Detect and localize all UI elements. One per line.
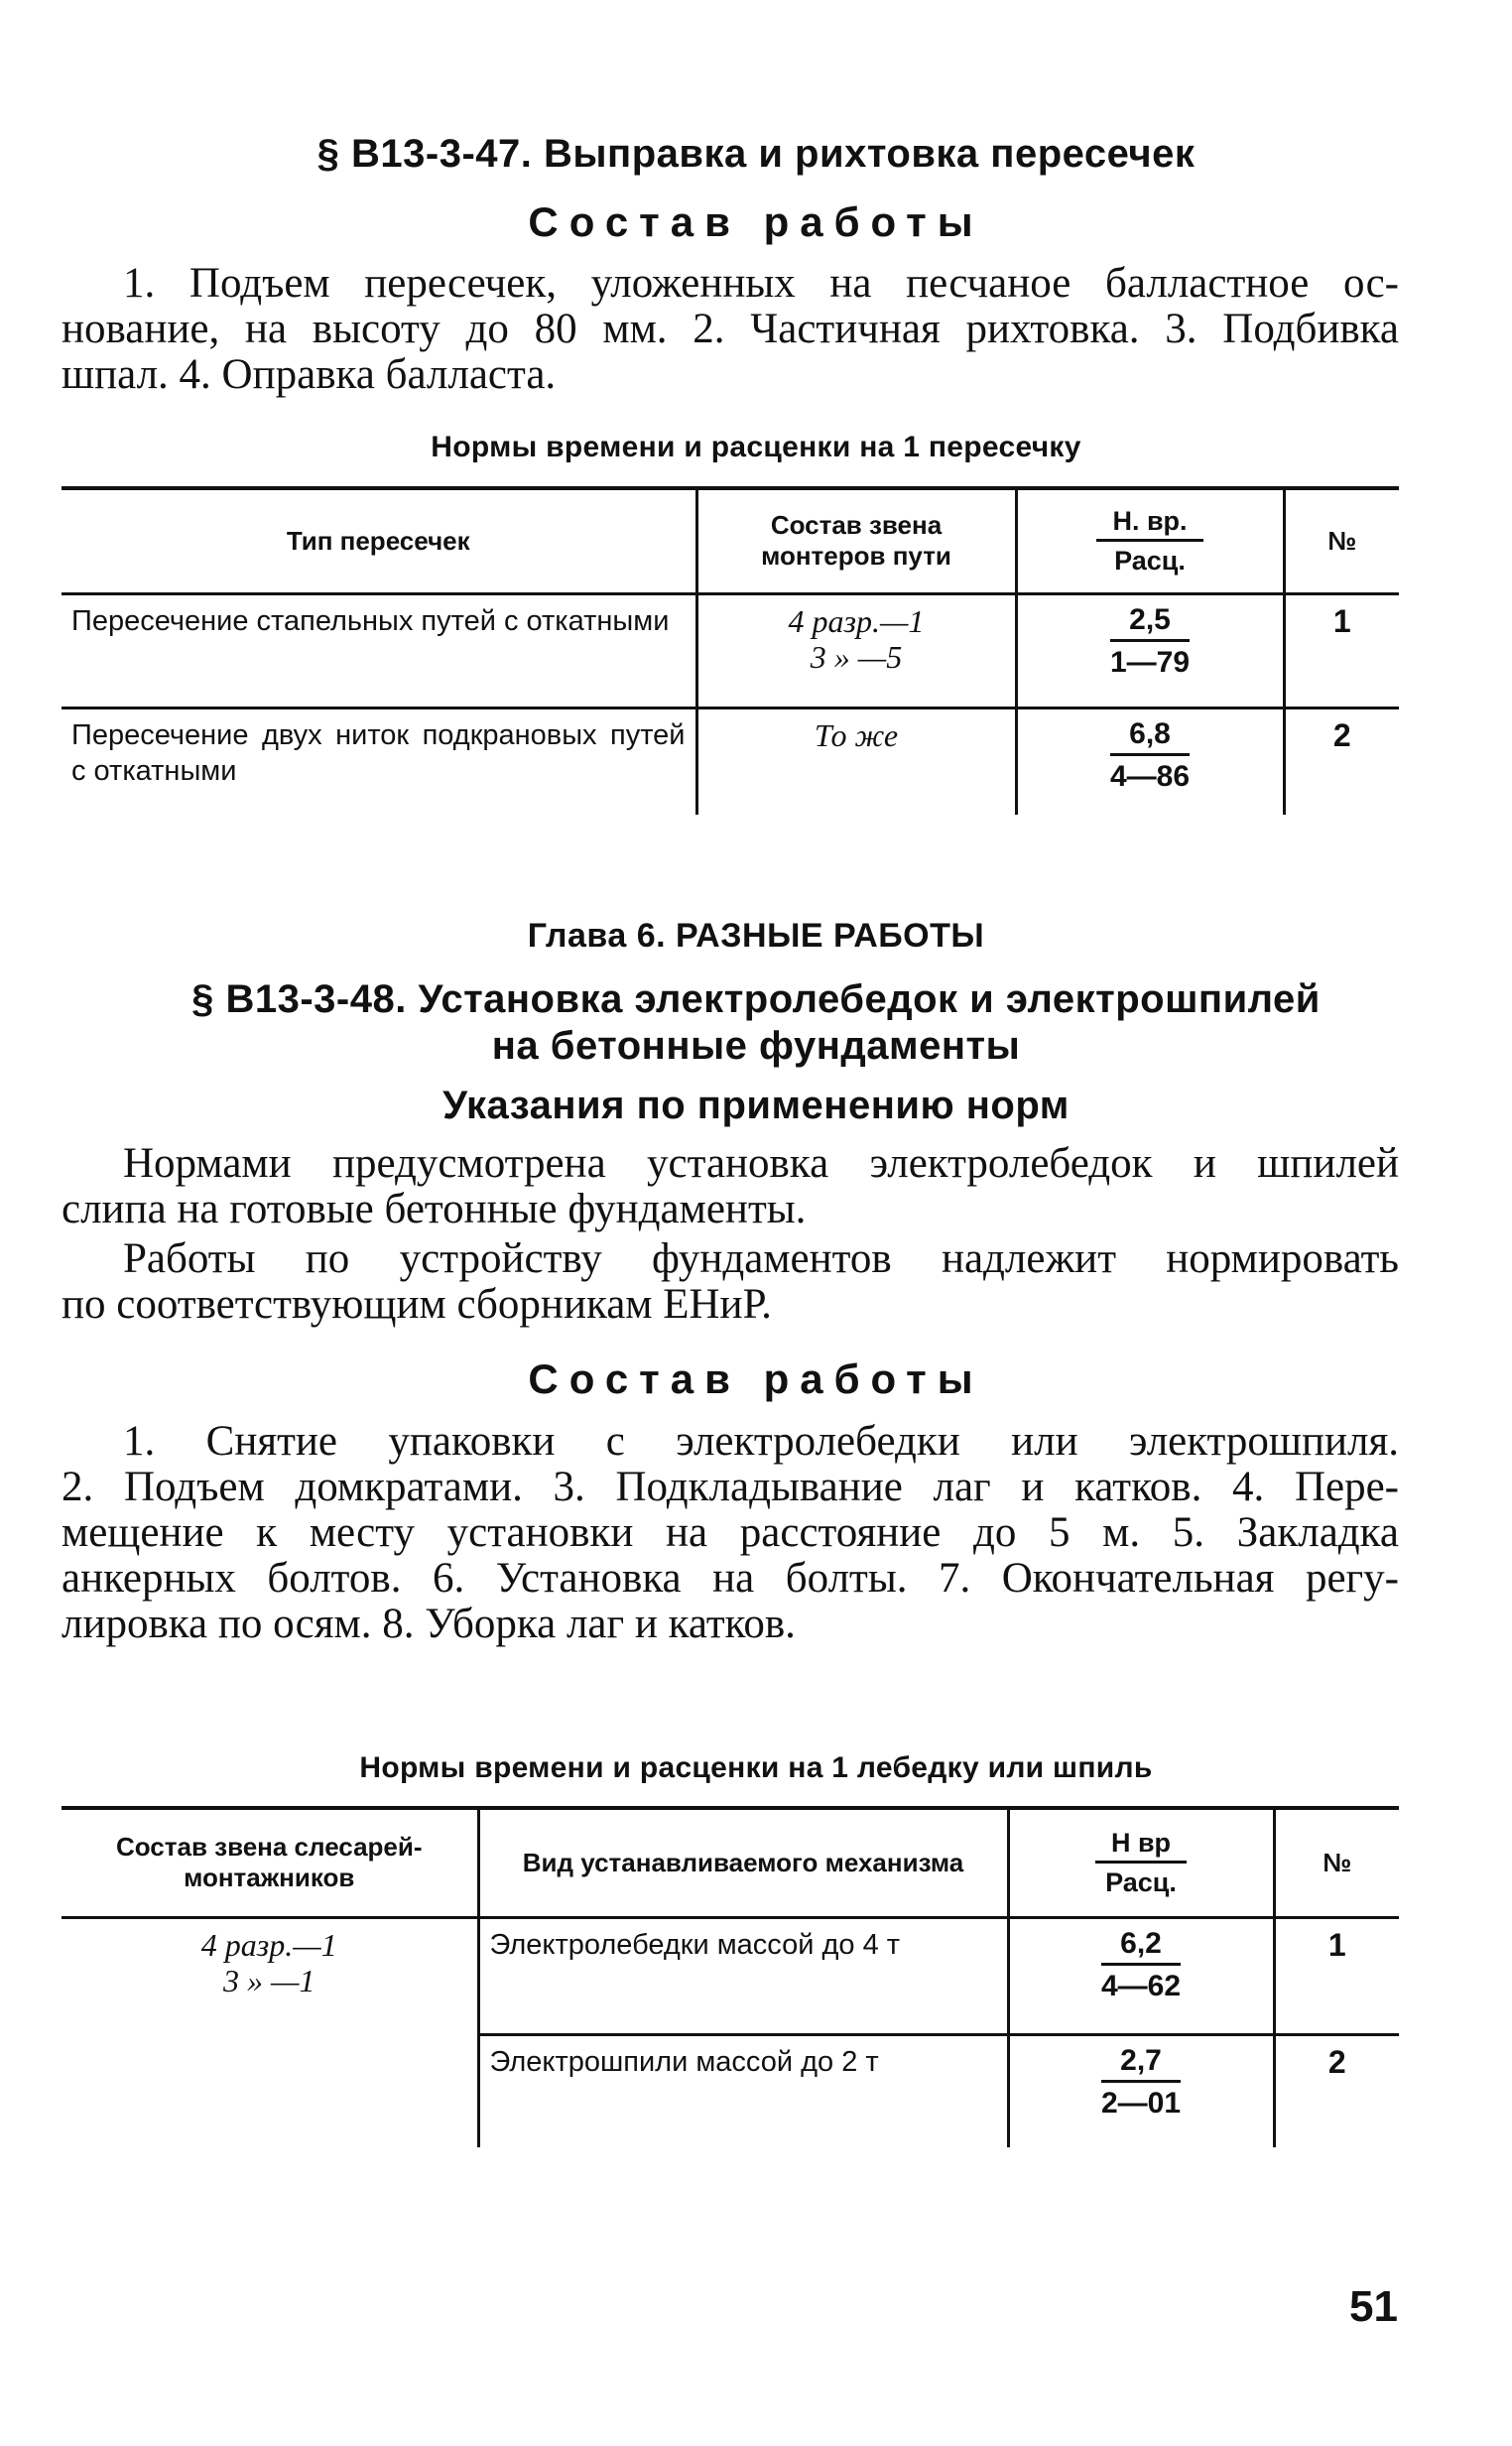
section-47-work-heading: Состав работы xyxy=(528,198,984,245)
text-line: лировка по осям. 8. Уборка лаг и катков. xyxy=(62,1601,796,1647)
price: 1—79 xyxy=(1109,645,1191,679)
cell-mechanism: Электролебедки массой до 4 т xyxy=(478,1917,1008,2034)
section-48-title-line2: на бетонные фундаменты xyxy=(491,1024,1021,1068)
header-number: № xyxy=(1284,488,1399,593)
section-48-instructions-p2 xyxy=(62,1236,1399,1328)
crew-line: То же xyxy=(814,716,899,753)
time-norm: 6,2 xyxy=(1101,1927,1181,1966)
time-norm: 2,5 xyxy=(1110,603,1190,642)
cell-crew xyxy=(62,1917,478,2147)
section-48-norms-table xyxy=(62,1806,1399,2147)
section-48-instructions-heading: Указания по применению норм xyxy=(442,1084,1070,1127)
table-row xyxy=(62,593,1399,708)
price: 4—62 xyxy=(1100,1969,1182,2002)
cell-rate xyxy=(1008,1917,1274,2034)
text-line: анкерных болтов. 6. Установка на болты. 7. Окончательная регу- xyxy=(62,1555,1399,1602)
header-rate xyxy=(1016,488,1284,593)
table-row xyxy=(62,1917,1399,2034)
header-crew: Состав звена монтеров пути xyxy=(696,488,1016,593)
text-line: мещение к месту установки на расстояние до 5 м. 5. Закладка xyxy=(62,1509,1399,1556)
chapter-6-heading: Глава 6. РАЗНЫЕ РАБОТЫ xyxy=(527,917,985,955)
section-48-work-heading: Состав работы xyxy=(528,1355,984,1402)
cell-number: 1 xyxy=(1284,593,1399,708)
cell-crew xyxy=(696,593,1016,708)
text-line: нование, на высоту до 80 мм. 2. Частичная рихтовка. 3. Подбивка xyxy=(62,306,1399,352)
cell-rate xyxy=(1008,2034,1274,2147)
section-48-instructions-p1 xyxy=(62,1141,1399,1232)
text-line: по соответствующим сборникам ЕНиР. xyxy=(62,1281,772,1328)
cell-mechanism: Электрошпили массой до 2 т xyxy=(478,2034,1008,2147)
crew-line: 4 разр.—1 xyxy=(200,1926,337,1963)
header-number: № xyxy=(1274,1808,1399,1917)
header-price: Расц. xyxy=(1105,1867,1177,1897)
rate-fraction-header xyxy=(1095,1828,1187,1898)
header-price: Расц. xyxy=(1114,545,1186,576)
text-line: Работы по устройству фундаментов надлежит нормировать xyxy=(123,1235,1399,1282)
text-line: Нормами предусмотрена установка электролебедок и шпилей xyxy=(123,1140,1399,1187)
section-47-work-text xyxy=(62,261,1399,398)
text-line: 1. Снятие упаковки с электролебедки или электрошпиля. xyxy=(123,1418,1399,1465)
time-norm: 6,8 xyxy=(1110,717,1190,756)
header-time: Н. вр. xyxy=(1096,506,1202,542)
rate-fraction xyxy=(1101,2044,1181,2121)
header-rate xyxy=(1008,1808,1274,1917)
crew-line: 3 » —1 xyxy=(223,1962,315,1998)
text-line: шпал. 4. Оправка балласта. xyxy=(62,351,557,398)
section-48-table-caption: Нормы времени и расценки на 1 лебедку или шпиль xyxy=(359,1751,1153,1784)
cell-type: Пересечение двух ниток подкрановых путей с откатными xyxy=(62,708,696,815)
cell-rate xyxy=(1016,593,1284,708)
text-line: 1. Подъем пересечек, уложенных на песчаное балластное ос- xyxy=(123,260,1399,307)
crew-line: 4 разр.—1 xyxy=(788,602,925,639)
section-47-norms-table xyxy=(62,486,1399,815)
text-line: слипа на готовые бетонные фундаменты. xyxy=(62,1186,807,1232)
cell-number: 1 xyxy=(1274,1917,1399,2034)
cell-number: 2 xyxy=(1284,708,1399,815)
section-48-title-line1: § В13-3-48. Установка электролебедок и электрошпилей xyxy=(191,977,1321,1021)
cell-number: 2 xyxy=(1274,2034,1399,2147)
header-mechanism: Вид устанавливаемого механизма xyxy=(478,1808,1008,1917)
page-number: 51 xyxy=(1349,2282,1398,2331)
cell-crew xyxy=(696,708,1016,815)
section-48-work-text xyxy=(62,1419,1399,1647)
table-row xyxy=(62,708,1399,815)
rate-fraction xyxy=(1110,717,1190,794)
time-norm: 2,7 xyxy=(1101,2044,1181,2083)
price: 2—01 xyxy=(1100,2086,1182,2120)
rate-fraction xyxy=(1110,603,1190,680)
table-header-row xyxy=(62,1808,1399,1917)
cell-type: Пересечение стапельных путей с откатными xyxy=(62,593,696,708)
cell-rate xyxy=(1016,708,1284,815)
header-type: Тип пересечек xyxy=(62,488,696,593)
rate-fraction xyxy=(1101,1927,1181,2003)
price: 4—86 xyxy=(1109,759,1191,793)
section-47-title: § В13-3-47. Выправка и рихтовка пересечек xyxy=(316,132,1196,176)
table-header-row xyxy=(62,488,1399,593)
header-crew: Состав звена слесарей-монтажников xyxy=(62,1808,478,1917)
crew-line: 3 » —5 xyxy=(810,638,903,675)
rate-fraction-header xyxy=(1096,506,1202,577)
text-line: 2. Подъем домкратами. 3. Подкладывание лаг и катков. 4. Пере- xyxy=(62,1464,1399,1510)
header-time: Н вр xyxy=(1095,1828,1187,1864)
section-47-table-caption: Нормы времени и расценки на 1 пересечку xyxy=(431,431,1081,463)
